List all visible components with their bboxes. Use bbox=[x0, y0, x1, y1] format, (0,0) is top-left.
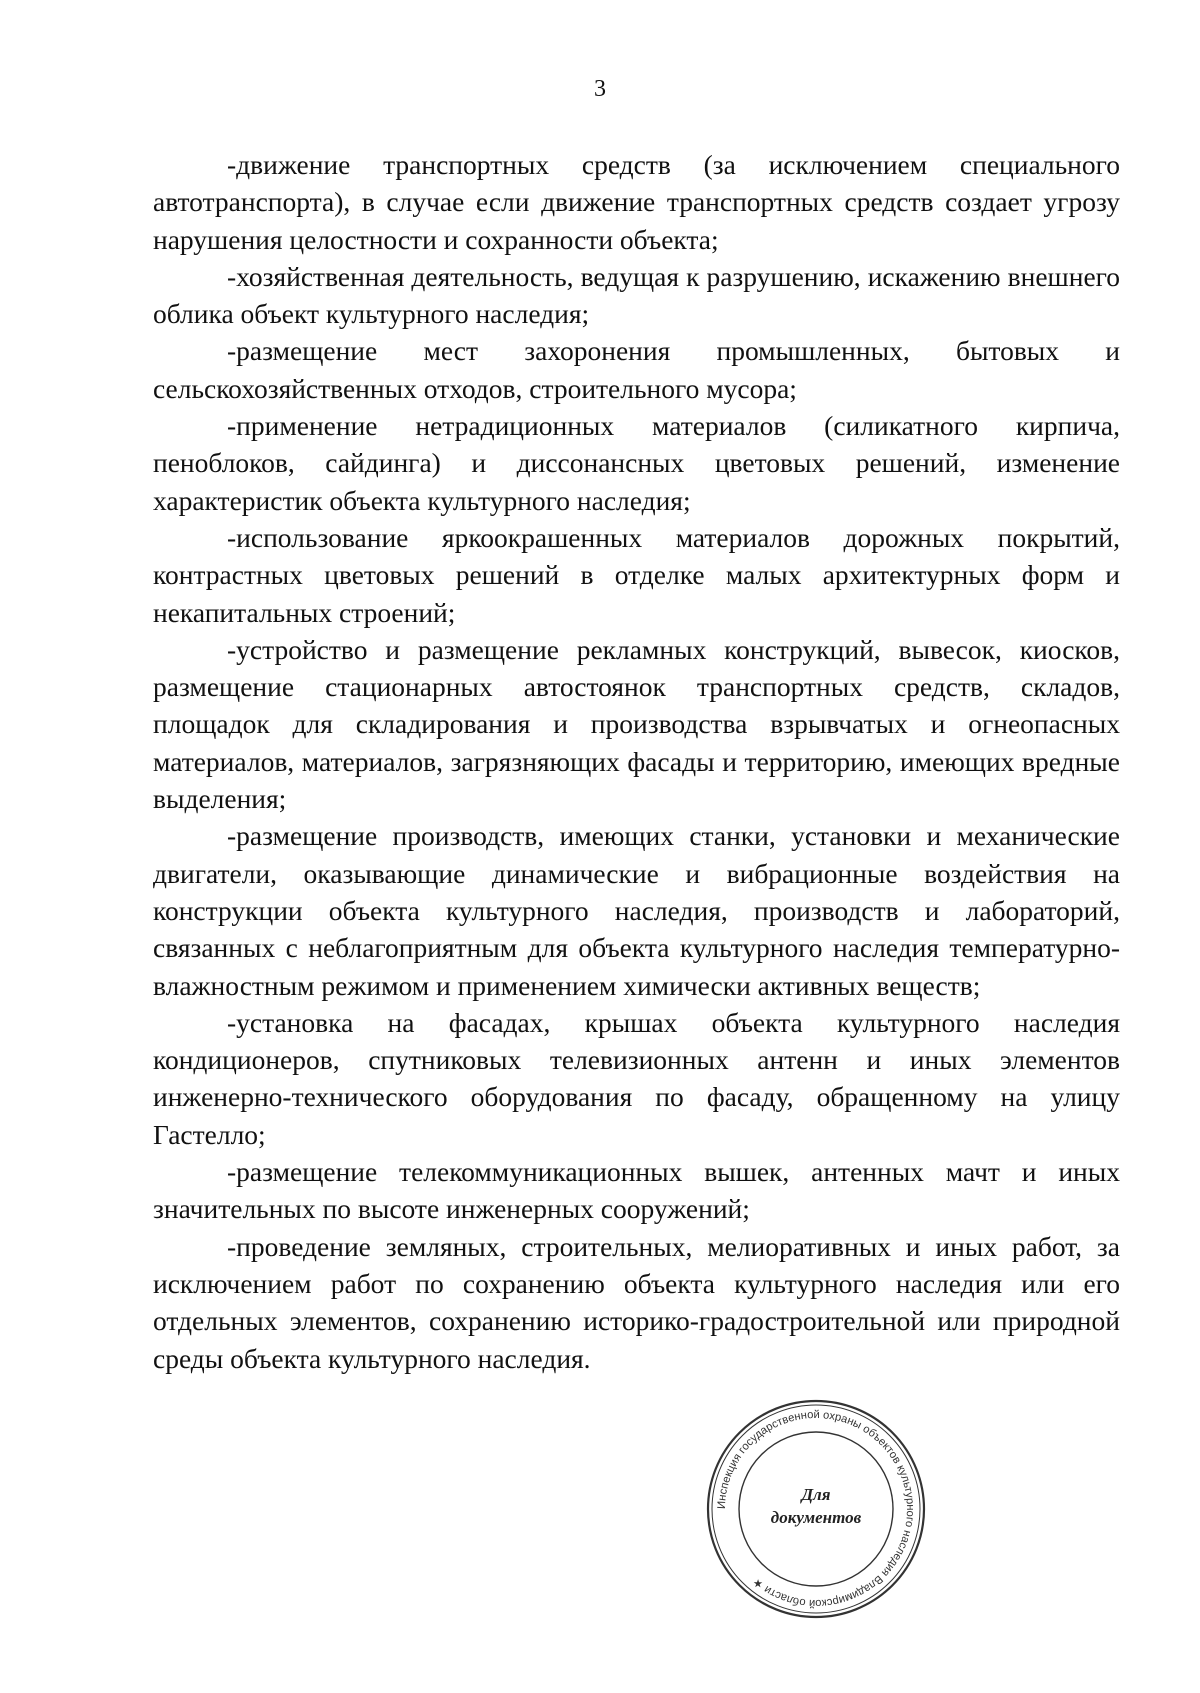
stamp-center-line2: документов bbox=[770, 1508, 862, 1527]
official-stamp bbox=[704, 1397, 928, 1621]
list-item: -размещение телекоммуникационных вышек, антенных мачт и иных значительных по высоте инженерных сооружений; bbox=[153, 1156, 1120, 1225]
list-item: -хозяйственная деятельность, ведущая к разрушению, искажению внешнего облика объект культурного наследия; bbox=[153, 260, 1120, 330]
list-item: -движение транспортных средств (за исключением специального автотранспорта), в случае если движение транспортных средств создает угрозу нарушения целостности и сохранности объекта; bbox=[153, 149, 1120, 255]
page-number: 3 bbox=[594, 76, 606, 102]
document-body bbox=[153, 146, 1120, 1377]
list-item: -устройство и размещение рекламных конструкций, вывесок, киосков, размещение стационарных автостоянок транспортных средств, складов, площадок для складирования и производства взрывчатых и огнеопасных материалов, материалов, загрязняющих фасады и территорию, имеющих вредные выделения; bbox=[153, 633, 1120, 815]
stamp-center-line1: Для bbox=[801, 1485, 831, 1504]
list-item: -установка на фасадах, крышах объекта культурного наследия кондиционеров, спутниковых телевизионных антенн и иных элементов инженерно-технического оборудования по фасаду, обращенному на улицу Гастелло; bbox=[153, 1006, 1120, 1150]
list-item: -размещение производств, имеющих станки, установки и механические двигатели, оказывающие динамические и вибрационные воздействия на конструкции объекта культурного наследия, производств и лабораторий, связанных с неблагоприятным для объекта культурного наследия температурно-влажностным режимом и применением химически активных веществ; bbox=[153, 820, 1120, 1001]
list-item: -использование яркоокрашенных материалов дорожных покрытий, контрастных цветовых решений в отделке малых архитектурных форм и некапитальных строений; bbox=[153, 521, 1120, 628]
list-item: -применение нетрадиционных материалов (силикатного кирпича, пеноблоков, сайдинга) и диссонансных цветовых решений, изменение характеристик объекта культурного наследия; bbox=[153, 410, 1120, 516]
list-item: -проведение земляных, строительных, мелиоративных и иных работ, за исключением работ по сохранению объекта культурного наследия или его отдельных элементов, сохранению историко-градостроительной или природной среды объекта культурного наследия. bbox=[153, 1230, 1120, 1374]
list-item: -размещение мест захоронения промышленных, бытовых и сельскохозяйственных отходов, строительного мусора; bbox=[153, 335, 1120, 404]
stamp-ring-text: Инспекция государственной охраны объектов культурного наследия Владимирской области ★ bbox=[715, 1408, 917, 1610]
